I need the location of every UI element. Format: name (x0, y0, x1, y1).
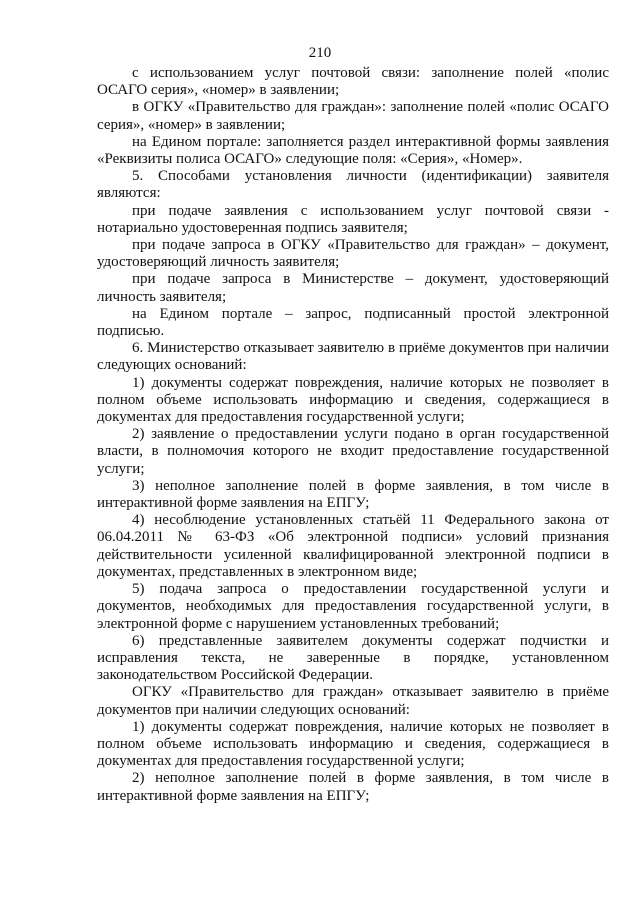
paragraph-ogku-ground-2: 2) неполное заполнение полей в форме заявления, в том числе в интерактивной форме заявления на ЕПГУ; (97, 770, 609, 804)
document-body (97, 65, 609, 805)
paragraph-item-5: 5. Способами установления личности (идентификации) заявителя являются: (97, 168, 609, 202)
paragraph-postal-fields: с использованием услуг почтовой связи: заполнение полей «полис ОСАГО серия», «номер» в заявлении; (97, 65, 609, 99)
paragraph-ministry-ground-6: 6) представленные заявителем документы содержат подчистки и исправления текста, не заверенные в порядке, установленном законодательством Российской Федерации. (97, 632, 609, 684)
paragraph-identification-postal: при подаче заявления с использованием услуг почтовой связи - нотариально удостоверенная подпись заявителя; (97, 202, 609, 236)
paragraph-identification-portal: на Едином портале – запрос, подписанный простой электронной подписью. (97, 305, 609, 340)
page-number: 210 (308, 45, 332, 61)
paragraph-ministry-ground-5: 5) подача запроса о предоставлении государственной услуги и документов, необходимых для предоставления государственной услуги, в электронной форме с нарушением установленных требований; (97, 581, 609, 632)
paragraph-ogku-fields: в ОГКУ «Правительство для граждан»: заполнение полей «полис ОСАГО серия», «номер» в заявлении; (97, 99, 609, 133)
paragraph-ministry-ground-1: 1) документы содержат повреждения, наличие которых не позволяет в полном объеме использовать информацию и сведения, содержащиеся в документах для предоставления государственной услуги; (97, 374, 609, 426)
paragraph-identification-ogku: при подаче запроса в ОГКУ «Правительство для граждан» – документ, удостоверяющий личность заявителя; (97, 237, 609, 271)
paragraph-ministry-ground-4: 4) несоблюдение установленных статьёй 11 Федерального закона от 06.04.2011 № 63-ФЗ «Об электронной подписи» условий признания действительности усиленной квалифицированной электронной подписи в документах, представленных в электронном виде; (97, 512, 609, 580)
paragraph-item-6: 6. Министерство отказывает заявителю в приёме документов при наличии следующих оснований: (97, 340, 609, 374)
paragraph-ogku-ground-1: 1) документы содержат повреждения, наличие которых не позволяет в полном объеме использовать информацию и сведения, содержащиеся в документах для предоставления государственной услуги; (97, 718, 609, 770)
paragraph-identification-ministry: при подаче запроса в Министерстве – документ, удостоверяющий личность заявителя; (97, 271, 609, 305)
paragraph-ministry-ground-3: 3) неполное заполнение полей в форме заявления, в том числе в интерактивной форме заявления на ЕПГУ; (97, 477, 609, 512)
paragraph-ogku-refusal: ОГКУ «Правительство для граждан» отказывает заявителю в приёме документов при наличии следующих оснований: (97, 684, 609, 718)
paragraph-portal-fields: на Едином портале: заполняется раздел интерактивной формы заявления «Реквизиты полиса ОСАГО» следующие поля: «Серия», «Номер». (97, 133, 609, 168)
paragraph-ministry-ground-2: 2) заявление о предоставлении услуги подано в орган государственной власти, в полномочия которого не входит предоставление государственной услуги; (97, 426, 609, 477)
